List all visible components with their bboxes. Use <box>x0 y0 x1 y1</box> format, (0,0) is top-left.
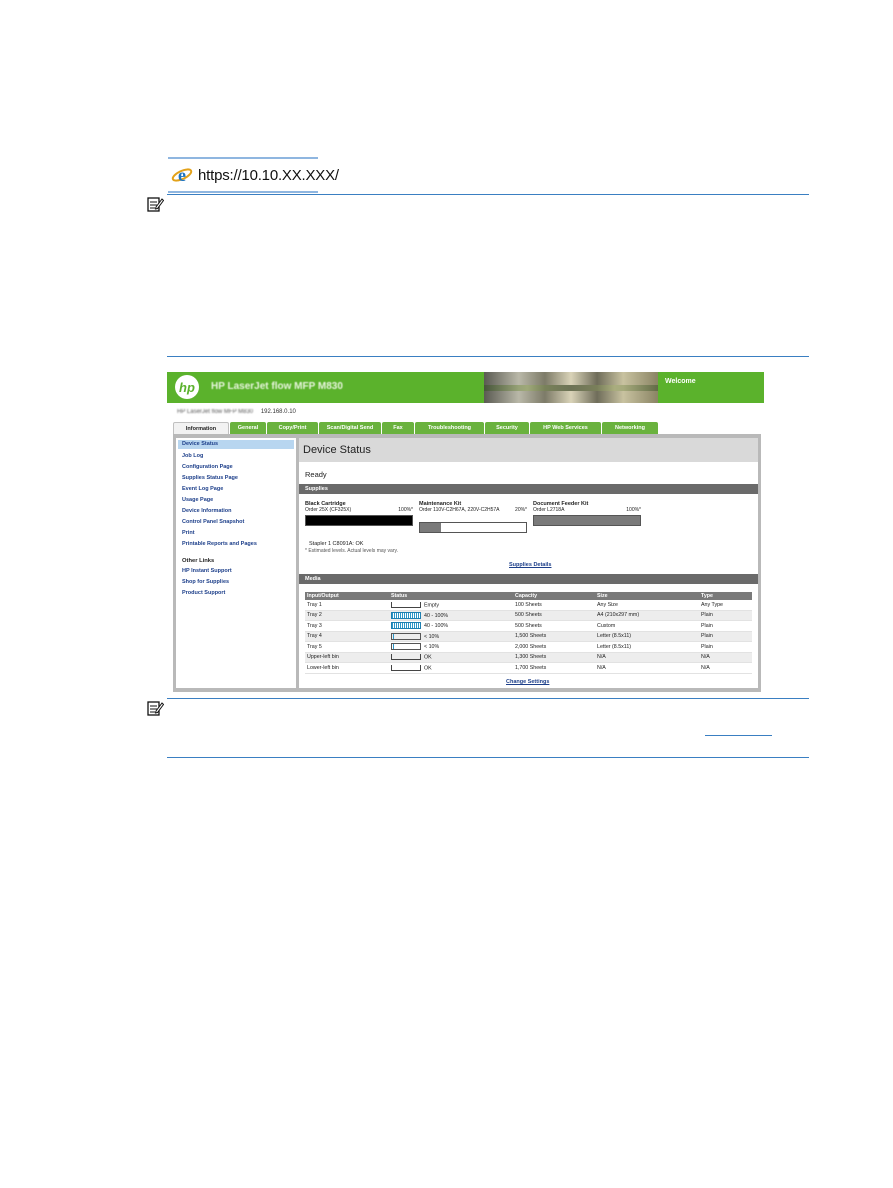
note-icon <box>146 699 164 717</box>
table-row <box>305 621 752 632</box>
capacity-cell: 2,000 Sheets <box>513 642 595 653</box>
model-line <box>177 409 296 415</box>
supplies-heading: Supplies <box>299 484 758 494</box>
type-cell: N/A <box>699 663 752 674</box>
note2-top-rule <box>167 698 809 699</box>
note-icon <box>146 195 164 213</box>
nav-usage-page[interactable]: Usage Page <box>182 497 214 503</box>
ews-banner <box>167 372 764 403</box>
maintenance-kit-level-bar <box>419 522 527 533</box>
tab-scan-digital-send[interactable]: Scan/Digital Send <box>319 422 381 434</box>
product-title: HP LaserJet flow MFP M830 <box>211 381 343 392</box>
other-links-heading: Other Links <box>182 558 215 564</box>
column-header: Status <box>389 592 513 600</box>
link-product-support[interactable]: Product Support <box>182 590 226 596</box>
tray-level-indicator <box>391 602 421 608</box>
left-navigation <box>176 438 296 688</box>
tab-troubleshooting[interactable]: Troubleshooting <box>415 422 484 434</box>
tray-level-indicator <box>391 665 421 671</box>
table-row <box>305 663 752 674</box>
status-cell <box>389 642 513 653</box>
status-text: OK <box>424 654 432 661</box>
supply-percent: 100%* <box>398 507 413 513</box>
tray-level-indicator <box>391 612 421 619</box>
nav-supplies-status-page[interactable]: Supplies Status Page <box>182 475 238 481</box>
level-fill <box>420 523 441 532</box>
capacity-cell: 1,700 Sheets <box>513 663 595 674</box>
tab-fax[interactable]: Fax <box>382 422 414 434</box>
type-cell: Plain <box>699 631 752 642</box>
tab-information[interactable]: Information <box>173 422 229 435</box>
black-cartridge-level-bar <box>305 515 413 526</box>
column-header: Size <box>595 592 699 600</box>
status-cell <box>389 600 513 610</box>
capacity-cell: 1,500 Sheets <box>513 631 595 642</box>
media-heading: Media <box>299 574 758 584</box>
level-fill <box>534 516 640 525</box>
tab-general[interactable]: General <box>230 422 266 434</box>
table-row <box>305 652 752 663</box>
size-cell: N/A <box>595 663 699 674</box>
media-table <box>305 592 752 674</box>
note-bottom-rule <box>167 356 809 357</box>
capacity-cell: 500 Sheets <box>513 610 595 621</box>
status-text: 40 - 100% <box>424 623 449 630</box>
status-text: < 10% <box>424 633 440 640</box>
supply-name: Document Feeder Kit <box>533 501 589 507</box>
status-text: < 10% <box>424 644 440 651</box>
ews-content-frame <box>173 434 761 692</box>
nav-event-log-page[interactable]: Event Log Page <box>182 486 224 492</box>
stapler-status: Stapler 1 C8091A: OK <box>309 541 364 547</box>
supply-maintenance-kit <box>419 501 527 513</box>
status-text: 40 - 100% <box>424 612 449 619</box>
type-cell: N/A <box>699 652 752 663</box>
browser-address-bar[interactable] <box>168 157 339 193</box>
size-cell: A4 (210x297 mm) <box>595 610 699 621</box>
change-settings-link[interactable]: Change Settings <box>506 679 550 685</box>
tray-level-indicator <box>391 633 421 640</box>
supply-name: Maintenance Kit <box>419 501 462 507</box>
tray-level-indicator <box>391 622 421 629</box>
column-header: Type <box>699 592 752 600</box>
io-cell: Lower-left bin <box>305 663 389 674</box>
device-status-text: Ready <box>305 470 327 479</box>
size-cell: Custom <box>595 621 699 632</box>
nav-device-status[interactable]: Device Status <box>178 440 294 449</box>
note2-bottom-rule <box>167 757 809 758</box>
document-feeder-kit-level-bar <box>533 515 641 526</box>
welcome-text: Welcome <box>665 378 696 385</box>
nav-print[interactable]: Print <box>182 530 195 536</box>
supply-name: Black Cartridge <box>305 501 346 507</box>
embedded-web-server-screenshot <box>167 372 764 695</box>
tab-hp-web-services[interactable]: HP Web Services <box>530 422 601 434</box>
capacity-cell: 1,300 Sheets <box>513 652 595 663</box>
type-cell: Plain <box>699 621 752 632</box>
supply-order: Order L2718A <box>533 507 565 513</box>
main-panel <box>299 438 758 688</box>
size-cell: Letter (8.5x11) <box>595 642 699 653</box>
hp-logo: hp <box>175 375 199 399</box>
nav-printable-reports[interactable]: Printable Reports and Pages <box>182 541 257 547</box>
supply-order: Order 25X (CF325X) <box>305 507 352 513</box>
nav-control-panel-snapshot[interactable]: Control Panel Snapshot <box>182 519 245 525</box>
ip-address: 192.168.0.10 <box>260 409 296 415</box>
io-cell: Tray 1 <box>305 600 389 610</box>
supply-black-cartridge <box>305 501 413 513</box>
nav-configuration-page[interactable]: Configuration Page <box>182 464 233 470</box>
nav-device-information[interactable]: Device Information <box>182 508 232 514</box>
capacity-cell: 100 Sheets <box>513 600 595 610</box>
status-cell <box>389 663 513 674</box>
size-cell: N/A <box>595 652 699 663</box>
level-fill <box>306 516 412 525</box>
model-name: HP LaserJet flow MFP M830 <box>177 409 254 415</box>
status-text: OK <box>424 664 432 671</box>
status-cell <box>389 621 513 632</box>
column-header: Capacity <box>513 592 595 600</box>
column-header: Input/Output <box>305 592 389 600</box>
table-row <box>305 610 752 621</box>
io-cell: Tray 4 <box>305 631 389 642</box>
capacity-cell: 500 Sheets <box>513 621 595 632</box>
size-cell: Letter (8.5x11) <box>595 631 699 642</box>
note-top-rule <box>167 194 809 195</box>
table-row <box>305 642 752 653</box>
internet-explorer-icon <box>171 164 193 186</box>
svg-text:e: e <box>178 165 186 185</box>
type-cell: Plain <box>699 610 752 621</box>
type-cell: Plain <box>699 642 752 653</box>
status-cell <box>389 652 513 663</box>
io-cell: Tray 5 <box>305 642 389 653</box>
size-cell: Any Size <box>595 600 699 610</box>
supply-percent: 100%* <box>626 507 641 513</box>
supply-order: Order 110V-C2H67A, 220V-C2H57A <box>419 507 500 513</box>
page-title: Device Status <box>299 438 758 462</box>
supply-document-feeder-kit <box>533 501 641 513</box>
io-cell: Tray 3 <box>305 621 389 632</box>
url-text: https://10.10.XX.XXX/ <box>198 166 339 184</box>
tab-networking[interactable]: Networking <box>602 422 658 434</box>
io-cell: Tray 2 <box>305 610 389 621</box>
tab-security[interactable]: Security <box>485 422 529 434</box>
table-row <box>305 631 752 642</box>
supply-percent: 20%* <box>515 507 527 513</box>
link-shop-for-supplies[interactable]: Shop for Supplies <box>182 579 230 585</box>
tab-copy-print[interactable]: Copy/Print <box>267 422 318 434</box>
status-cell <box>389 631 513 642</box>
link-hp-instant-support[interactable]: HP Instant Support <box>182 568 232 574</box>
banner-photo <box>484 372 658 403</box>
hyperlink-underline[interactable] <box>705 735 772 736</box>
estimate-note: * Estimated levels. Actual levels may vary. <box>305 548 398 554</box>
tray-level-indicator <box>391 654 421 660</box>
table-row <box>305 600 752 610</box>
status-cell <box>389 610 513 621</box>
io-cell: Upper-left bin <box>305 652 389 663</box>
supplies-details-link[interactable]: Supplies Details <box>509 562 552 568</box>
ews-tabs <box>173 422 659 434</box>
nav-job-log[interactable]: Job Log <box>182 453 204 459</box>
type-cell: Any Type <box>699 600 752 610</box>
status-text: Empty <box>424 601 440 608</box>
tray-level-indicator <box>391 643 421 650</box>
